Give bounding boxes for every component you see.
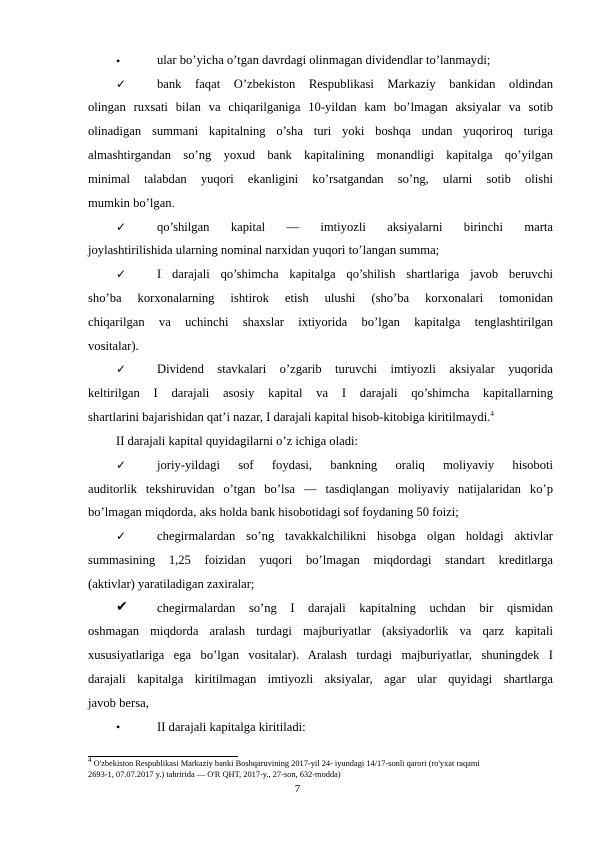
checkmark-icon: ✓ <box>116 362 127 376</box>
section-lead-text: II darajali kapital quyidagilarni o’z ichiga oladi: <box>116 434 358 448</box>
checkmark-icon: ✓ <box>116 529 127 543</box>
list-item-text: I darajali qo’shimcha kapitalga qo’shilish shartlariga javob beruvchi <box>157 267 553 281</box>
footnote-number: 4 <box>88 756 92 765</box>
paragraph-line: vositalar). <box>88 339 139 353</box>
list-item-text: II darajali kapitalga kiritiladi: <box>157 720 306 734</box>
checkmark-icon: ✓ <box>116 220 127 234</box>
bullet-icon: • <box>116 54 121 68</box>
footnote-line: 2693-1, 07.07.2017 y.) tahririda — O'R QHT, 2017-y., 27-son, 632-modda) <box>88 770 341 779</box>
checkmark-icon: ✓ <box>116 77 127 91</box>
paragraph-line: xususiyatlariga ega bo’lgan vositalar). Aralash turdagi majburiyatlar, shuningdek I <box>88 648 553 662</box>
paragraph-line: javob bersa, <box>88 696 149 710</box>
list-item-text: ular bo’yicha o’tgan davrdagi olinmagan dividendlar to’lanmaydi; <box>157 53 491 67</box>
checkmark-icon: ✓ <box>116 267 127 281</box>
list-item-text: Dividend stavkalari o’zgarib turuvchi imtiyozli aksiyalar yuqorida <box>157 362 553 376</box>
page-number: 7 <box>294 783 301 795</box>
paragraph-line: shartlarini bajarishidan qat’i nazar, I darajali kapital hisob-kitobiga kiritilmaydi.$^4$ <box>88 409 494 424</box>
footnote: $^4$ O'zbekiston Respublikasi Markaziy banki Boshqaruvining 2017-yil 24- iyundagi 14/17-sonli qarori (ro'yxat raqami <box>88 756 480 768</box>
paragraph-line: oshmagan miqdorda aralash turdagi majburiyatlar (aksiyadorlik va qarz kapitali <box>88 624 553 638</box>
paragraph-line: bo’lmagan miqdorda, aks holda bank hisobotidagi sof foydaning 50 foizi; <box>88 505 459 519</box>
paragraph-line: olingan ruxsati bilan va chiqarilganiga 10-yildan kam bo’lmagan aksiyalar va sotib <box>88 100 553 114</box>
paragraph-line: summasining 1,25 foizidan yuqori bo’lmagan miqdordagi standart kreditlarga <box>88 553 553 567</box>
paragraph-line: darajali kapitalga kiritilmagan imtiyozli aksiyalar, agar ular quyidagi shartlarga <box>88 672 553 686</box>
paragraph-line: (aktivlar) yaratiladigan zaxiralar; <box>88 577 255 591</box>
list-item-text: qo’shilgan kapital — imtiyozli aksiyalarni birinchi marta <box>157 220 553 234</box>
paragraph-line: joylashtirilishida ularning nominal narxidan yuqori to’langan summa; <box>88 243 440 257</box>
heavy-checkmark-icon: ✔ <box>116 600 128 615</box>
paragraph-line: olinadigan summani kapitalning o’sha turi yoki boshqa undan yuqoriroq turiga <box>88 124 553 138</box>
list-item-text: chegirmalardan so’ng tavakkalchilikni hisobga olgan holdagi aktivlar <box>157 529 553 543</box>
list-item-text: joriy-yildagi sof foydasi, bankning oraliq moliyaviy hisoboti <box>157 458 553 472</box>
paragraph-line: mumkin bo’lgan. <box>88 196 175 210</box>
checkmark-icon: ✓ <box>116 458 127 472</box>
paragraph-line: chiqarilgan va uchinchi shaxslar ixtiyorida bo’lgan kapitalga tenglashtirilgan <box>88 315 553 329</box>
bullet-icon: • <box>116 720 121 734</box>
paragraph-line: sho’ba korxonalarning ishtirok etish ulushi (sho’ba korxonalari tomonidan <box>88 291 553 305</box>
paragraph-line: keltirilgan I darajali asosiy kapital va I darajali qo’shimcha kapitallarning <box>88 386 553 400</box>
paragraph-line: almashtirgandan so’ng yoxud bank kapitalining monandligi kapitalga qo’yilgan <box>88 148 553 162</box>
list-item-text: bank faqat O’zbekiston Respublikasi Markaziy bankidan oldindan <box>157 77 553 91</box>
footnote-reference: 4 <box>490 409 494 418</box>
list-item-text: chegirmalardan so’ng I darajali kapitalning uchdan bir qismidan <box>157 601 553 615</box>
paragraph-line: auditorlik tekshiruvidan o’tgan bo’lsa — tasdiqlangan moliyaviy natijalaridan ko’p <box>88 482 553 496</box>
paragraph-line: minimal talabdan yuqori ekanligini ko’rsatgandan so’ng, ularni sotib olishi <box>88 172 553 186</box>
footnote-separator <box>88 756 238 757</box>
